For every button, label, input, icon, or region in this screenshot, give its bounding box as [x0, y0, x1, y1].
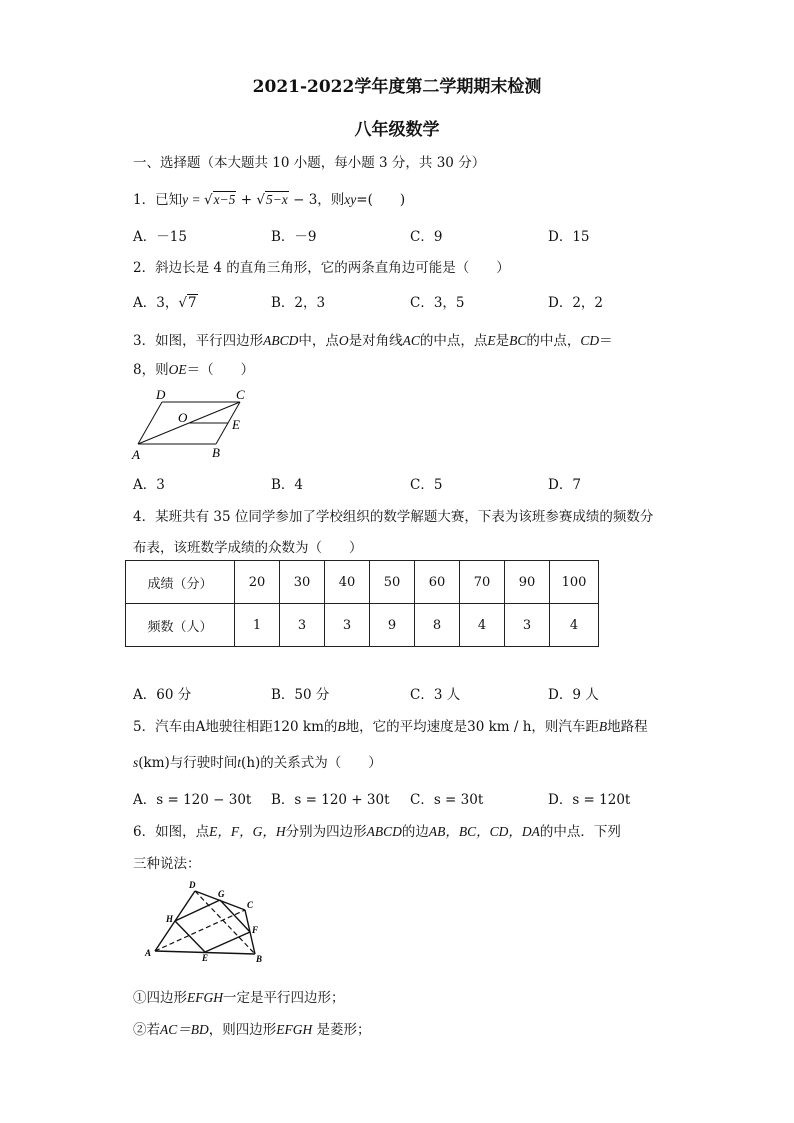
- q4-option-c: C．3 人: [410, 687, 461, 703]
- q6-edge-he: [175, 921, 205, 952]
- q3-label-o: O: [178, 410, 188, 425]
- q5-option-c: C．s = 30t: [410, 792, 484, 808]
- q6-label-d: D: [189, 880, 196, 890]
- q1-formula: y =: [182, 192, 204, 207]
- q3-text-g: ＝: [599, 333, 613, 349]
- q6-label-a: A: [145, 948, 152, 958]
- q3-o: O: [338, 333, 349, 348]
- q1-prefix: 1．已知: [133, 192, 183, 208]
- q6-statement-1: [133, 986, 345, 1006]
- q6-label-g: G: [218, 889, 225, 899]
- q5-text-g: (km)与行驶时间: [138, 755, 238, 771]
- q6-label-e: E: [202, 953, 209, 963]
- question-4-line-2: 布表，该班数学成绩的众数为（ ）: [133, 540, 363, 556]
- q6-s1-text-a: ①四边形: [133, 990, 187, 1006]
- q6-s2-text-c: 是菱形；: [312, 1022, 371, 1038]
- table-header-count: 频数（人）: [126, 604, 235, 647]
- q3-text-a: 3．如图，平行四边形: [133, 333, 264, 349]
- table-cell: 20: [235, 561, 280, 604]
- question-5-line-1: [133, 715, 648, 735]
- q2-option-d: D．2，2: [548, 295, 604, 311]
- q5-text-f: 地路程: [607, 719, 648, 735]
- q3-text-c: 是对角线: [348, 333, 403, 349]
- table-cell: 3: [325, 604, 370, 647]
- q3-e: E: [487, 333, 496, 348]
- q6-text-b: 分别为四边形: [285, 824, 367, 840]
- q1-radicand-2: 5−x: [265, 192, 288, 207]
- q3-label-c: C: [236, 387, 245, 402]
- q3-text-e: 是: [495, 333, 510, 349]
- q1-option-c: C．9: [410, 229, 443, 245]
- q6-edge-ef: [205, 932, 250, 952]
- q5-speed: 30 km / h: [467, 719, 532, 735]
- q5-text-a: 5．汽车由: [133, 719, 196, 735]
- q6-quadrilateral-figure: [140, 878, 270, 963]
- q6-s1-efgh: EFGH: [187, 990, 223, 1005]
- q4-option-a: A．60 分: [133, 687, 192, 703]
- q5-option-d: D．s = 120t: [548, 792, 631, 808]
- q4-option-d: D．9 人: [548, 687, 599, 703]
- question-6-line-1: [133, 820, 621, 840]
- page-title: 2021-2022学年度第二学期期末检测: [252, 77, 542, 97]
- q5-a: A: [195, 719, 206, 735]
- table-cell: 50: [370, 561, 415, 604]
- frequency-table: [125, 560, 599, 647]
- q2-option-b: B．2，3: [271, 295, 326, 311]
- q6-text-a: 6．如图，点: [133, 824, 210, 840]
- question-6-line-2: 三种说法：: [133, 856, 201, 872]
- q6-s2-text-a: ②若: [133, 1022, 160, 1038]
- q5-option-b: B．s = 120 + 30t: [271, 792, 390, 808]
- section-heading: 一、选择题（本大题共 10 小题，每小题 3 分，共 30 分）: [133, 155, 486, 171]
- table-cell: 4: [460, 604, 505, 647]
- table-cell: 1: [235, 604, 280, 647]
- q3-oe: OE: [168, 362, 187, 377]
- table-cell: 40: [325, 561, 370, 604]
- q3-option-a: A．3: [133, 477, 165, 493]
- q4-option-b: B．50 分: [271, 687, 330, 703]
- q2-option-a-radicand: 7: [187, 295, 197, 311]
- q5-text-c: 的: [323, 719, 338, 735]
- q5-text-h: (h)的关系式为（ ）: [241, 755, 382, 771]
- q3-label-b: B: [212, 445, 220, 460]
- q6-text-c: 的边: [401, 824, 429, 840]
- q3-option-d: D．7: [548, 477, 581, 493]
- q1-xy: xy: [344, 192, 357, 207]
- q6-s1-text-b: 一定是平行四边形；: [223, 990, 345, 1006]
- table-cell: 3: [505, 604, 550, 647]
- table-cell: 100: [550, 561, 599, 604]
- table-row: [126, 604, 599, 647]
- q3-parallelogram-figure: [128, 384, 258, 464]
- q6-edge-fg: [220, 900, 250, 932]
- table-row: [126, 561, 599, 604]
- table-cell: 8: [415, 604, 460, 647]
- q6-label-h: H: [166, 914, 174, 924]
- q5-s: s: [133, 755, 139, 770]
- q3-text-i: ＝（ ）: [186, 362, 255, 378]
- q1-suffix: ，则: [317, 192, 345, 208]
- q6-sides: AB，BC，CD，DA: [428, 824, 540, 839]
- q5-distance: 120 km: [272, 719, 324, 735]
- q1-option-b: B．－9: [271, 229, 317, 245]
- q6-label-f: F: [252, 925, 259, 935]
- table-cell: 30: [280, 561, 325, 604]
- q1-end: =( ): [356, 192, 406, 208]
- question-2: 2．斜边长是 4 的直角三角形，它的两条直角边可能是（ ）: [133, 260, 510, 276]
- q6-s2-eq: AC＝BD: [160, 1022, 209, 1037]
- q6-statement-2: [133, 1018, 371, 1038]
- q6-label-c: C: [247, 900, 254, 910]
- q3-edge-da: [138, 402, 162, 444]
- q3-label-e: E: [232, 417, 240, 432]
- q1-option-d: D．15: [548, 229, 590, 245]
- table-cell: 9: [370, 604, 415, 647]
- q3-cd: CD: [580, 333, 600, 348]
- question-1: 1．已知y = √x−5 + √5−x − 3，则xy=( ): [133, 192, 406, 208]
- q3-label-a: A: [132, 447, 140, 462]
- question-5-line-2: [133, 751, 382, 771]
- table-cell: 60: [415, 561, 460, 604]
- q3-option-b: B．4: [271, 477, 304, 493]
- q3-bc: BC: [509, 333, 527, 348]
- q6-s2-text-b: ，则四边形: [208, 1022, 277, 1038]
- question-3-line-2: [133, 358, 254, 378]
- table-cell: 90: [505, 561, 550, 604]
- q6-label-b: B: [256, 954, 263, 963]
- q1-plus: +: [236, 192, 257, 208]
- q6-diagonal-bd: [195, 891, 255, 954]
- table-cell: 4: [550, 604, 599, 647]
- q3-option-c: C．5: [410, 477, 443, 493]
- q3-ac: AC: [402, 333, 420, 348]
- q5-b-2: B: [598, 719, 608, 734]
- q3-text-b: 中，点: [298, 333, 339, 349]
- q1-radicand-1: x−5: [213, 192, 236, 207]
- table-cell: 3: [280, 604, 325, 647]
- q3-text-h: 8，则: [133, 362, 169, 378]
- table-header-score: 成绩（分）: [126, 561, 235, 604]
- q5-text-b: 地驶往相距: [205, 719, 273, 735]
- q2-option-a: A．3，√7: [133, 295, 197, 311]
- q5-text-d: 地，它的平均速度是: [345, 719, 468, 735]
- q6-abcd: ABCD: [366, 824, 402, 839]
- q5-option-a: A．s = 120 − 30t: [133, 792, 252, 808]
- q3-abcd: ABCD: [263, 333, 299, 348]
- question-3-line-1: [133, 329, 613, 349]
- q6-points: E，F，G，H: [209, 824, 286, 839]
- q1-option-a: A．－15: [133, 229, 187, 245]
- q2-option-c: C．3，5: [410, 295, 465, 311]
- q2-option-a-prefix: A．3，: [133, 295, 179, 311]
- page-subtitle: 八年级数学: [354, 120, 440, 140]
- question-4-line-1: 4．某班共有 35 位同学参加了学校组织的数学解题大赛，下表为该班参赛成绩的频数分: [133, 509, 654, 525]
- q3-label-d: D: [156, 387, 166, 402]
- q3-text-d: 的中点，点: [419, 333, 488, 349]
- q3-text-f: 的中点，: [526, 333, 581, 349]
- q6-s2-efgh: EFGH: [276, 1022, 313, 1037]
- table-cell: 70: [460, 561, 505, 604]
- q1-tail: − 3: [288, 192, 318, 208]
- q5-t: t: [237, 755, 242, 770]
- q5-text-e: ，则汽车距: [531, 719, 599, 735]
- q6-text-d: 的中点．下列: [539, 824, 621, 840]
- q5-b: B: [337, 719, 346, 734]
